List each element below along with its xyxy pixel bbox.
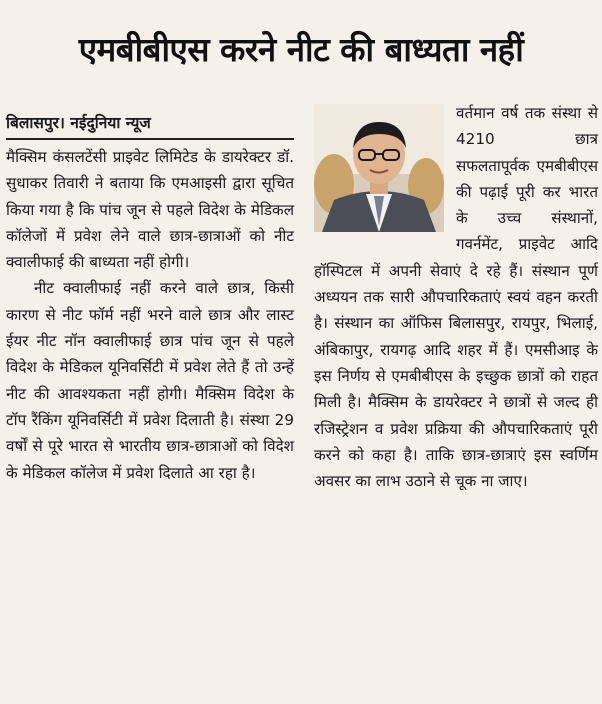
headline: एमबीबीएस करने नीट की बाध्यता नहीं bbox=[78, 30, 524, 69]
paragraph-1: मैक्सिम कंसलटेंसी प्राइवेट लिमिटेड के डायरेक्टर डॉ. सुधाकर तिवारी ने बताया कि एमआइसी द्वारा सूचित किया गया है कि पांच जून से पहले विदेश के मेडिकल कॉलेजों में प्रवेश लेने वाले छात्र-छात्राओं को नीट क्वालीफाई की बाध्यता नहीं होगी। bbox=[6, 148, 294, 272]
paragraph-2: नीट क्वालीफाई नहीं करने वाले छात्र, किसी कारण से नीट फॉर्म नहीं भरने वाले छात्र और लास्ट ईयर नीट नॉन क्वालीफाई छात्र पांच जून से पहले विदेश के मेडिकल यूनिवर्सिटी में प्रवेश लेते हैं तो उन्हें नीट की आवश्यकता नहीं होगी। मैक्सिम विदेश के टॉप रैंकिंग यूनिवर्सिटी में प्रवेश दिलाती है। संस्था 29 वर्षों से पूरे भारत से भारतीय छात्र-छात्राओं को विदेश के मेडिकल कॉलेज में प्रवेश दिलाते आ रहा है। bbox=[6, 279, 294, 482]
portrait-icon bbox=[314, 104, 444, 232]
left-column bbox=[6, 100, 294, 486]
byline: बिलासपुर। नईदुनिया न्यूज bbox=[6, 110, 294, 140]
portrait-photo bbox=[314, 104, 444, 232]
right-column bbox=[314, 100, 598, 494]
paragraph-3: वर्तमान वर्ष तक संस्था से 4210 छात्र सफलतापूर्वक एमबीबीएस की पढ़ाई पूरी कर भारत के उच्च संस्थानों, गवर्नमेंट, प्राइवेट आदि हॉस्पिटल में अपनी सेवाएं दे रहे हैं। संस्थान पूर्ण अध्ययन तक सारी औपचारिकताएं स्वयं वहन करती है। संस्थान का ऑफिस बिलासपुर, रायपुर, भिलाई, अंबिकापुर, रायगढ़ आदि शहर में हैं। एमसीआइ के इस निर्णय से एमबीबीएस के इच्छुक छात्रों को राहत मिली है। मैक्सिम के डायरेक्टर ने छात्रों से जल्द ही रजिस्ट्रेशन व प्रवेश प्रक्रिया की औपचारिकताएं पूरी करने को कहा है। ताकि छात्र-छात्राएं इस स्वर्णिम अवसर का लाभ उठाने से चूक ना जाए। bbox=[314, 104, 598, 491]
